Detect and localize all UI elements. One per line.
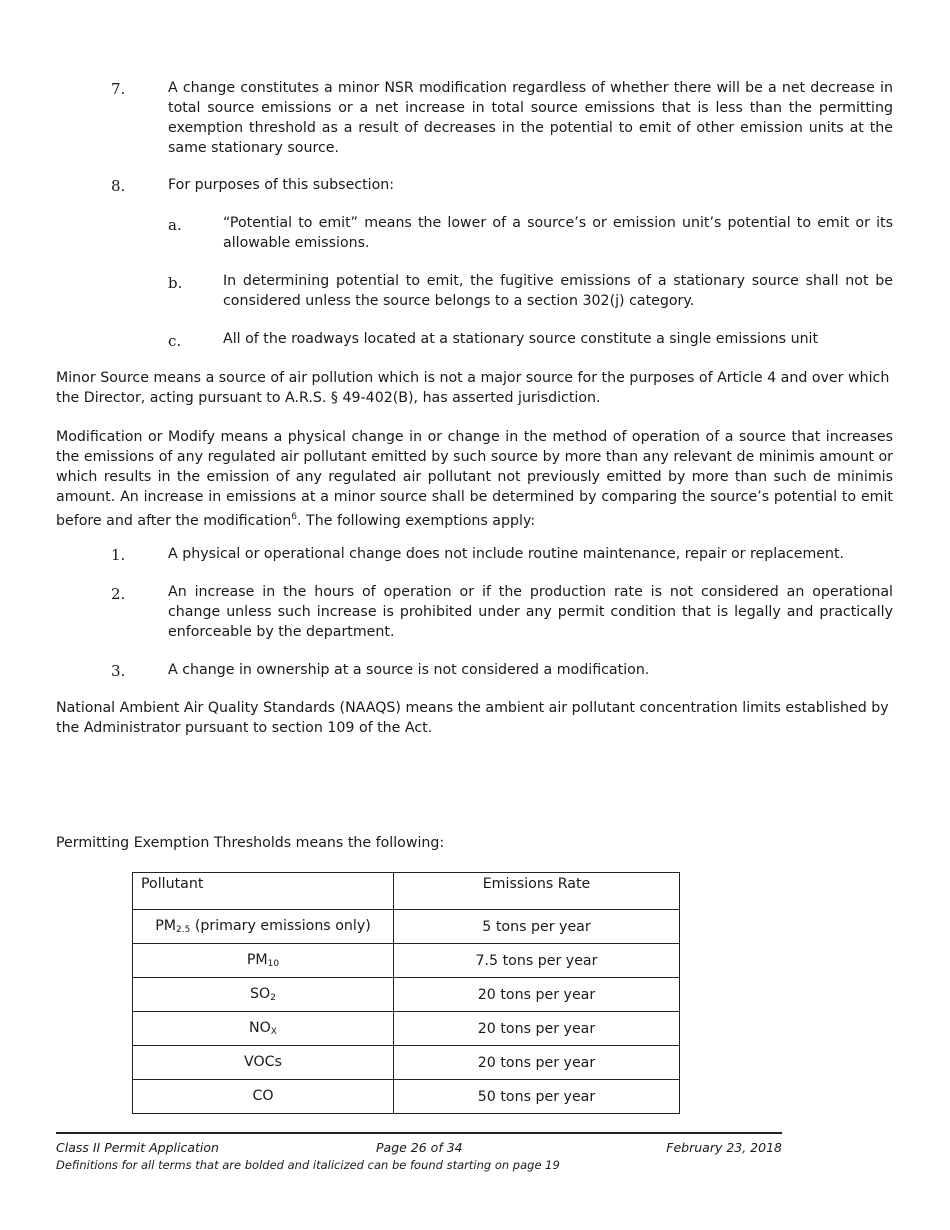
pollutant-cell: $SO_2$	[133, 978, 394, 1012]
exemption-text: An increase in the hours of operation or if the production rate is not considered an operational change unless such increase is prohibited under any permit condition that is legally and practically enforceable by the department.	[168, 584, 893, 640]
pollutant-cell: $NO_X$	[133, 1012, 394, 1046]
table-row	[133, 944, 680, 978]
exemption-text: A physical or operational change does not include routine maintenance, repair or replacement.	[168, 546, 845, 562]
item-number: 8.	[111, 177, 126, 195]
rate-cell: 20 tons per year	[394, 1012, 680, 1046]
subitem-text: “Potential to emit” means the lower of a source’s or emission unit’s potential to emit or its allowable emissions.	[223, 215, 893, 251]
subitem-letter: a.	[168, 216, 182, 234]
subitem-text: In determining potential to emit, the fugitive emissions of a stationary source shall not be considered unless the source belongs to a section 302(j) category.	[223, 273, 893, 309]
pollutant-cell: VOCs	[133, 1046, 394, 1080]
footnote-marker: 6	[291, 512, 298, 522]
table-row	[133, 1080, 680, 1114]
exemption-number: 3.	[111, 662, 126, 680]
rate-cell: 5 tons per year	[394, 910, 680, 944]
thresholds-table	[132, 872, 680, 1114]
thresholds-intro: Permitting Exemption Thresholds means the following:	[56, 835, 445, 851]
table-row	[133, 910, 680, 944]
subitem-letter: c.	[168, 332, 182, 350]
footer-date: February 23, 2018	[666, 1140, 782, 1155]
footer-doc-title: Class II Permit Application	[56, 1140, 219, 1155]
table-row	[133, 978, 680, 1012]
header-pollutant: Pollutant	[133, 873, 394, 910]
footer-page-number: Page 26 of 34	[376, 1140, 463, 1155]
rate-cell: 50 tons per year	[394, 1080, 680, 1114]
modification-text: Modification or Modify means a physical change in or change in the method of operation of a source that increases the emissions of any regulated air pollutant emitted by such source by more than any relevant de minimis amount or which results in the emission of any regulated air pollutant not previously emitted by more than such de minimis amount. An increase in emissions at a minor source shall be determined by comparing the source’s potential to emit before and after the modification	[56, 429, 893, 529]
naaqs-definition: National Ambient Air Quality Standards (NAAQS) means the ambient air pollutant concentration limits established by the Administrator pursuant to section 109 of the Act.	[56, 700, 889, 736]
table-header-row	[133, 873, 680, 910]
exemption-text: A change in ownership at a source is not considered a modification.	[168, 662, 650, 678]
item-text: A change constitutes a minor NSR modification regardless of whether there will be a net decrease in total source emissions or a net increase in total source emissions that is less than the permitting exemption threshold as a result of decreases in the potential to emit of other emission units at the same stationary source.	[168, 80, 893, 156]
exemption-number: 2.	[111, 585, 126, 603]
footer-note: Definitions for all terms that are bolded and italicized can be found starting on page 19	[56, 1158, 560, 1172]
table-row	[133, 1046, 680, 1080]
table-row	[133, 1012, 680, 1046]
rate-cell: 20 tons per year	[394, 1046, 680, 1080]
header-emissions-rate: Emissions Rate	[394, 873, 680, 910]
subitem-letter: b.	[168, 274, 183, 292]
item-number: 7.	[111, 80, 126, 98]
item-text: For purposes of this subsection:	[168, 177, 395, 193]
pollutant-cell: $PM_{2.5}$ (primary emissions only)	[133, 910, 394, 944]
pollutant-cell: $PM_{10}$	[133, 944, 394, 978]
rate-cell: 20 tons per year	[394, 978, 680, 1012]
modification-text-end: . The following exemptions apply:	[297, 513, 536, 529]
minor-source-definition: Minor Source means a source of air pollution which is not a major source for the purposes of Article 4 and over which the Director, acting pursuant to A.R.S. § 49-402(B), has asserted jurisdiction.	[56, 370, 890, 406]
subitem-text: All of the roadways located at a stationary source constitute a single emissions unit	[223, 331, 819, 347]
rate-cell: 7.5 tons per year	[394, 944, 680, 978]
exemption-number: 1.	[111, 546, 126, 564]
footer-divider	[56, 1132, 782, 1134]
modification-definition	[56, 427, 893, 531]
pollutant-cell: CO	[133, 1080, 394, 1114]
